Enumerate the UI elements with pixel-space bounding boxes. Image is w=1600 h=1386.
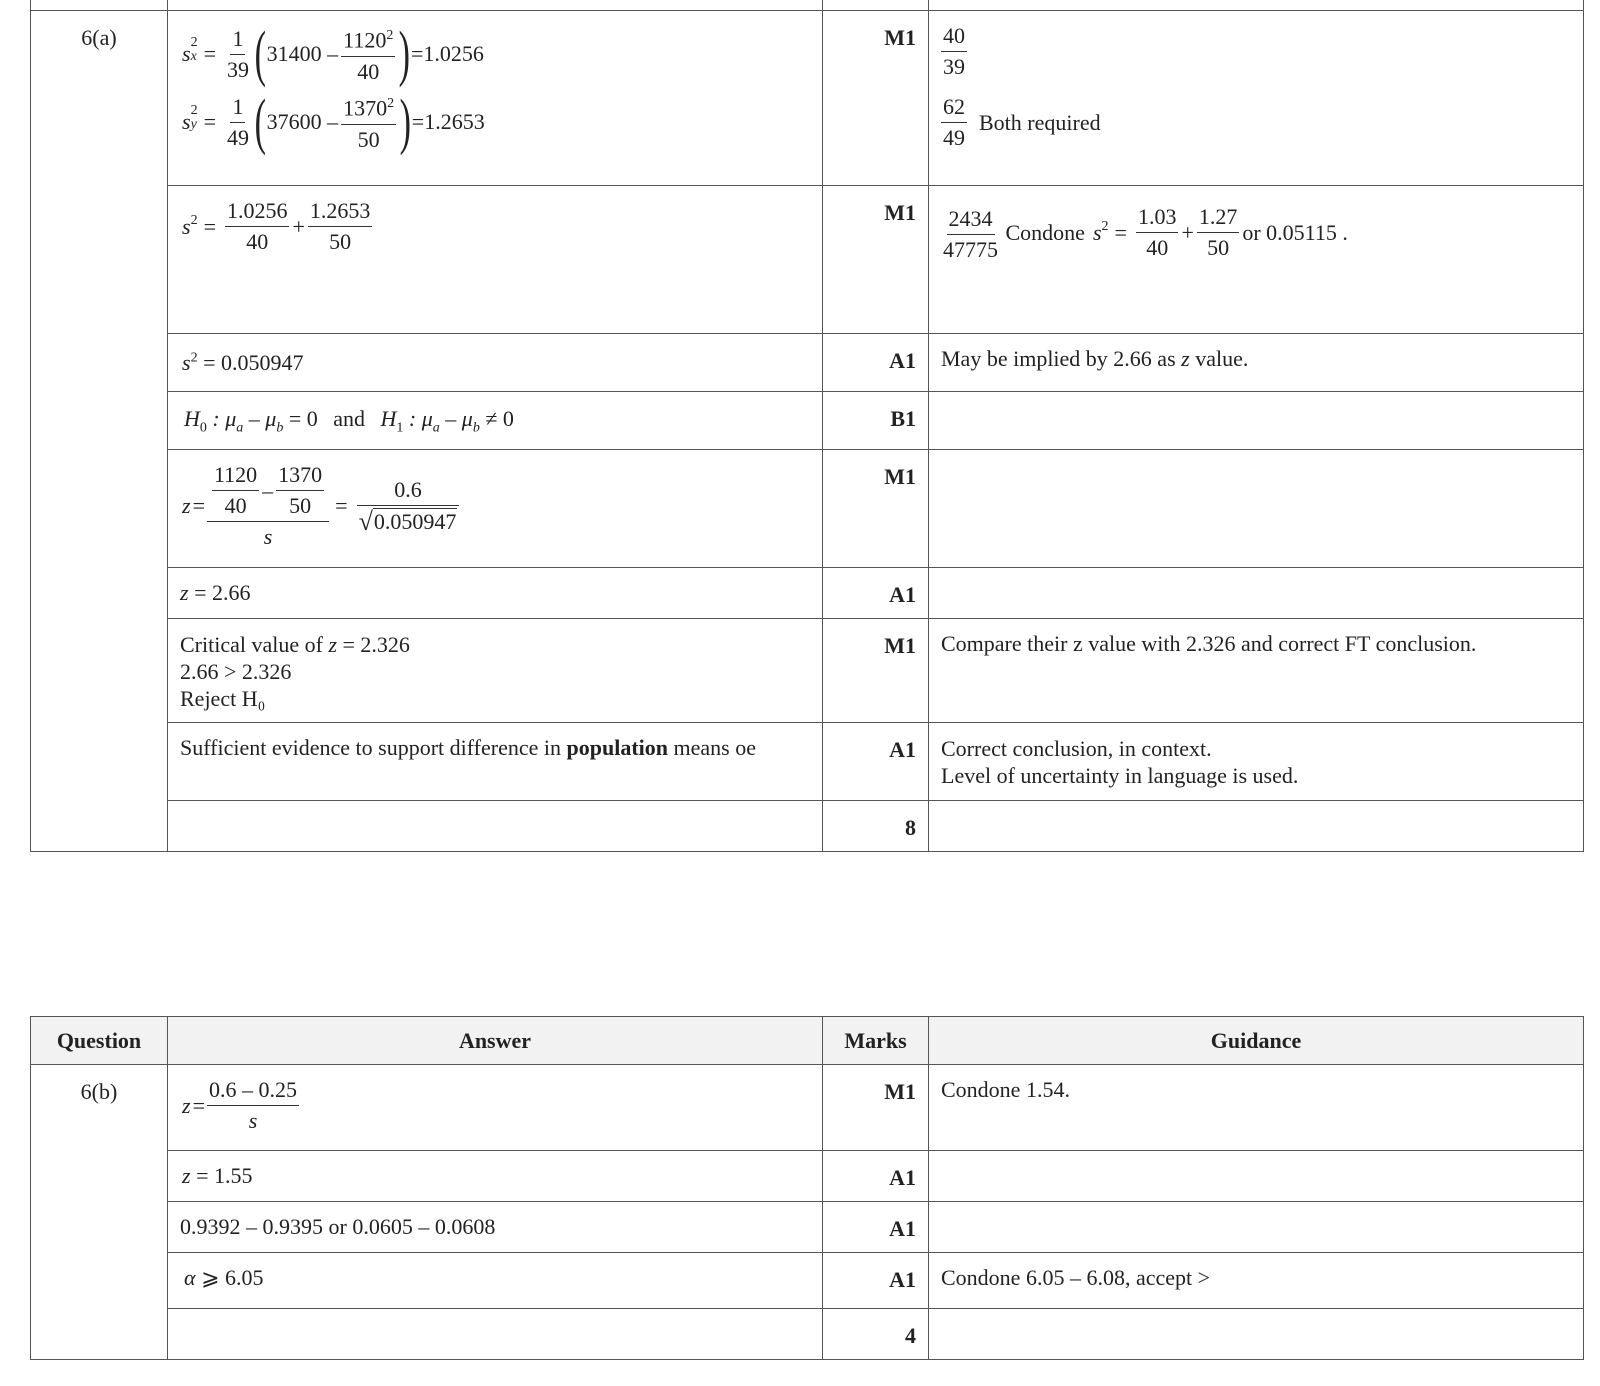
guidance-cell	[929, 11, 1584, 186]
guidance-cell	[929, 1202, 1584, 1253]
result-sy: =1.2653	[411, 109, 485, 134]
mark: A1	[823, 1202, 929, 1253]
header-answer: Answer	[168, 1017, 823, 1065]
mark: M1	[823, 11, 929, 186]
table-row	[31, 1202, 1584, 1253]
guidance-cell: Condone 6.05 – 6.08, accept >	[929, 1253, 1584, 1309]
answer-cell: s $^2$ = $\frac{1.0256}{40}$ + $\frac{1.2653}{50}$	[168, 186, 823, 334]
sy-equation: s 2 y = $\frac{1}{49}$ ( 37600 – 1370$^2$ 50 ) =1.2653	[182, 88, 485, 156]
total-row	[31, 801, 1584, 852]
header-question: Question	[31, 1017, 168, 1065]
mark: B1	[823, 392, 929, 450]
answer-cell: z = 1.55	[168, 1151, 823, 1202]
table-row	[31, 11, 1584, 186]
total-row	[31, 1309, 1584, 1360]
mark: M1	[823, 186, 929, 334]
header-marks: Marks	[823, 1017, 929, 1065]
guidance-cell	[929, 392, 1584, 450]
header-row	[31, 1017, 1584, 1065]
value-31400: 31400 –	[266, 41, 339, 66]
fraction: $\frac{1}{39}$	[226, 25, 249, 82]
table-row	[31, 619, 1584, 723]
guidance-cell	[929, 450, 1584, 568]
guidance-cell: $\frac{2434}{47775}$ Condone s $^2$ = $\frac{1.03}{40}$ + $\frac{1.27}{50}$ or 0.05115 .	[929, 186, 1584, 334]
hypotheses-cell: $H_0$ : $\mu_a - \mu_b = 0$ and $H_1$ : $\mu_a - \mu_b \ne 0$	[168, 392, 823, 450]
both-required-note: Both required	[979, 109, 1101, 135]
answer-cell: z = 2.66	[168, 568, 823, 619]
header-guidance: Guidance	[929, 1017, 1584, 1065]
answer-cell: Critical value of z = 2.326 2.66 > 2.326 Reject H₀	[168, 619, 823, 723]
value-37600: 37600 –	[266, 109, 339, 134]
mark: A1	[823, 334, 929, 392]
answer-cell: 0.9392 – 0.9395 or 0.0605 – 0.0608	[168, 1202, 823, 1253]
mark: M1	[823, 619, 929, 723]
question-label: 6(b)	[31, 1065, 168, 1360]
answer-cell: α ⩾ 6.05	[168, 1253, 823, 1309]
sx-equation: s 2 x = $\frac{1}{39}$ ( 31400 – 1120$^2$ 40 ) =1.0256	[182, 20, 484, 88]
answer-cell: z = $\frac{0.6 - 0.25}{s}$	[168, 1065, 823, 1151]
mark-scheme-table-6b	[30, 1016, 1584, 1360]
fraction-62-49: 62 49	[943, 94, 965, 150]
table-row	[31, 450, 1584, 568]
question-label: 6(a)	[31, 11, 168, 852]
fraction: 1120$^2$ 40	[341, 23, 395, 84]
table-row	[31, 1065, 1584, 1151]
table-row	[31, 186, 1584, 334]
fraction: 1370$^2$ 50	[341, 91, 396, 152]
mark: A1	[823, 723, 929, 801]
mark: A1	[823, 568, 929, 619]
fraction: $\frac{1}{49}$	[226, 93, 249, 150]
guidance-cell: Condone 1.54.	[929, 1065, 1584, 1151]
fraction-40-39: $\frac{40}{39}$	[943, 23, 965, 79]
guidance-cell	[929, 568, 1584, 619]
table-row	[31, 1151, 1584, 1202]
guidance-cell: May be implied by 2.66 as z value.	[929, 334, 1584, 392]
table-row	[31, 1253, 1584, 1309]
table-row	[31, 334, 1584, 392]
answer-cell: Sufficient evidence to support difference in population means oe	[168, 723, 823, 801]
sx-exponent: 2	[190, 35, 198, 50]
mark: A1	[823, 1253, 929, 1309]
table-row	[31, 568, 1584, 619]
table-row	[31, 723, 1584, 801]
answer-cell	[168, 11, 823, 186]
total-marks: 8	[823, 801, 929, 852]
fraction: $\frac{1.0256}{40}$	[226, 198, 288, 254]
result-sx: =1.0256	[410, 41, 484, 66]
guidance-cell: Compare their z value with 2.326 and correct FT conclusion.	[929, 619, 1584, 723]
sx-symbol: s	[182, 41, 191, 66]
guidance-cell: Correct conclusion, in context. Level of uncertainty in language is used.	[929, 723, 1584, 801]
mark: M1	[823, 450, 929, 568]
answer-cell: $s^2 = 0.050947$	[168, 334, 823, 392]
fraction: $\frac{1.2653}{50}$	[309, 198, 371, 254]
table-row	[31, 392, 1584, 450]
mark: M1	[823, 1065, 929, 1151]
sx-subscript: x	[190, 49, 197, 64]
guidance-cell	[929, 1151, 1584, 1202]
total-marks: 4	[823, 1309, 929, 1360]
top-edge-row	[31, 0, 1584, 11]
mark-scheme-table-6a	[30, 0, 1584, 852]
mark: A1	[823, 1151, 929, 1202]
answer-cell: z = 1120 40 – 1370 50 s = 0.6 √ 0.050947	[168, 450, 823, 568]
